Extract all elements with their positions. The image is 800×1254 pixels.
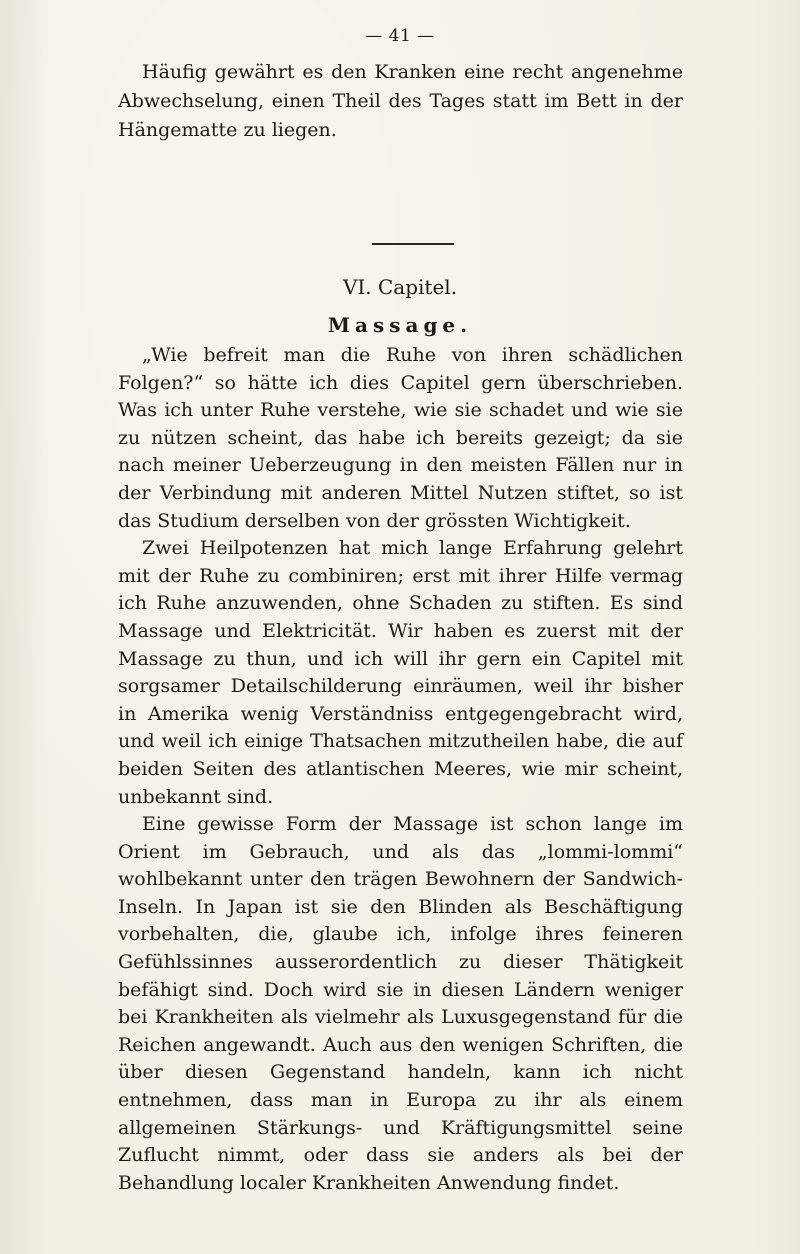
chapter-body (118, 342, 683, 1197)
section-divider (372, 243, 454, 245)
paragraph: „Wie befreit man die Ruhe von ihren schädlichen Folgen?“ so hätte ich dies Capitel gern überschrieben. Was ich unter Ruhe verstehe, wie sie schadet und wie sie zu nützen scheint, das habe ich bereits gezeigt; da sie nach meiner Ueberzeugung in den meisten Fällen nur in der Verbindung mit anderen Mittel Nutzen stiftet, so ist das Studium derselben von der grössten Wichtigkeit. (118, 344, 683, 532)
chapter-heading: Massage. (327, 313, 473, 337)
page-number: — 41 — (365, 26, 435, 46)
intro-block (118, 58, 683, 145)
paragraph: Eine gewisse Form der Massage ist schon lange im Orient im Gebrauch, und als das „lommi-lommi“ wohlbekannt unter den trägen Bewohnern der Sandwich-Inseln. In Japan ist sie den Blinden als Beschäftigung vorbehalten, die, glaube ich, infolge ihres feineren Gefühlssinnes ausserordentlich zu dieser Thätigkeit befähigt sind. Doch wird sie in diesen Ländern weniger bei Krankheiten als vielmehr als Luxusgegenstand für die Reichen angewandt. Auch aus den wenigen Schriften, die über diesen Gegenstand handeln, kann ich nicht entnehmen, dass man in Europa zu ihr als einem allgemeinen Stärkungs- und Kräftigungsmittel seine Zuflucht nimmt, oder dass sie anders als bei der Behandlung localer Krankheiten Anwendung findet. (118, 813, 683, 1194)
intro-paragraph: Häufig gewährt es den Kranken eine recht angenehme Abwechselung, einen Theil des Tages statt im Bett in der Hängematte zu liegen. (118, 61, 683, 141)
paragraph: Zwei Heilpotenzen hat mich lange Erfahrung gelehrt mit der Ruhe zu combiniren; erst mit ihrer Hilfe vermag ich Ruhe anzuwenden, ohne Schaden zu stiften. Es sind Massage und Elektricität. Wir haben es zuerst mit der Massage zu thun, und ich will ihr gern ein Capitel mit sorgsamer Detailschilderung einräumen, weil ihr bisher in Amerika wenig Verständniss entgegengebracht wird, und weil ich einige Thatsachen mitzutheilen habe, die auf beiden Seiten des atlantischen Meeres, wie mir scheint, unbekannt sind. (118, 537, 683, 808)
chapter-title: VI. Capitel. (342, 275, 458, 299)
